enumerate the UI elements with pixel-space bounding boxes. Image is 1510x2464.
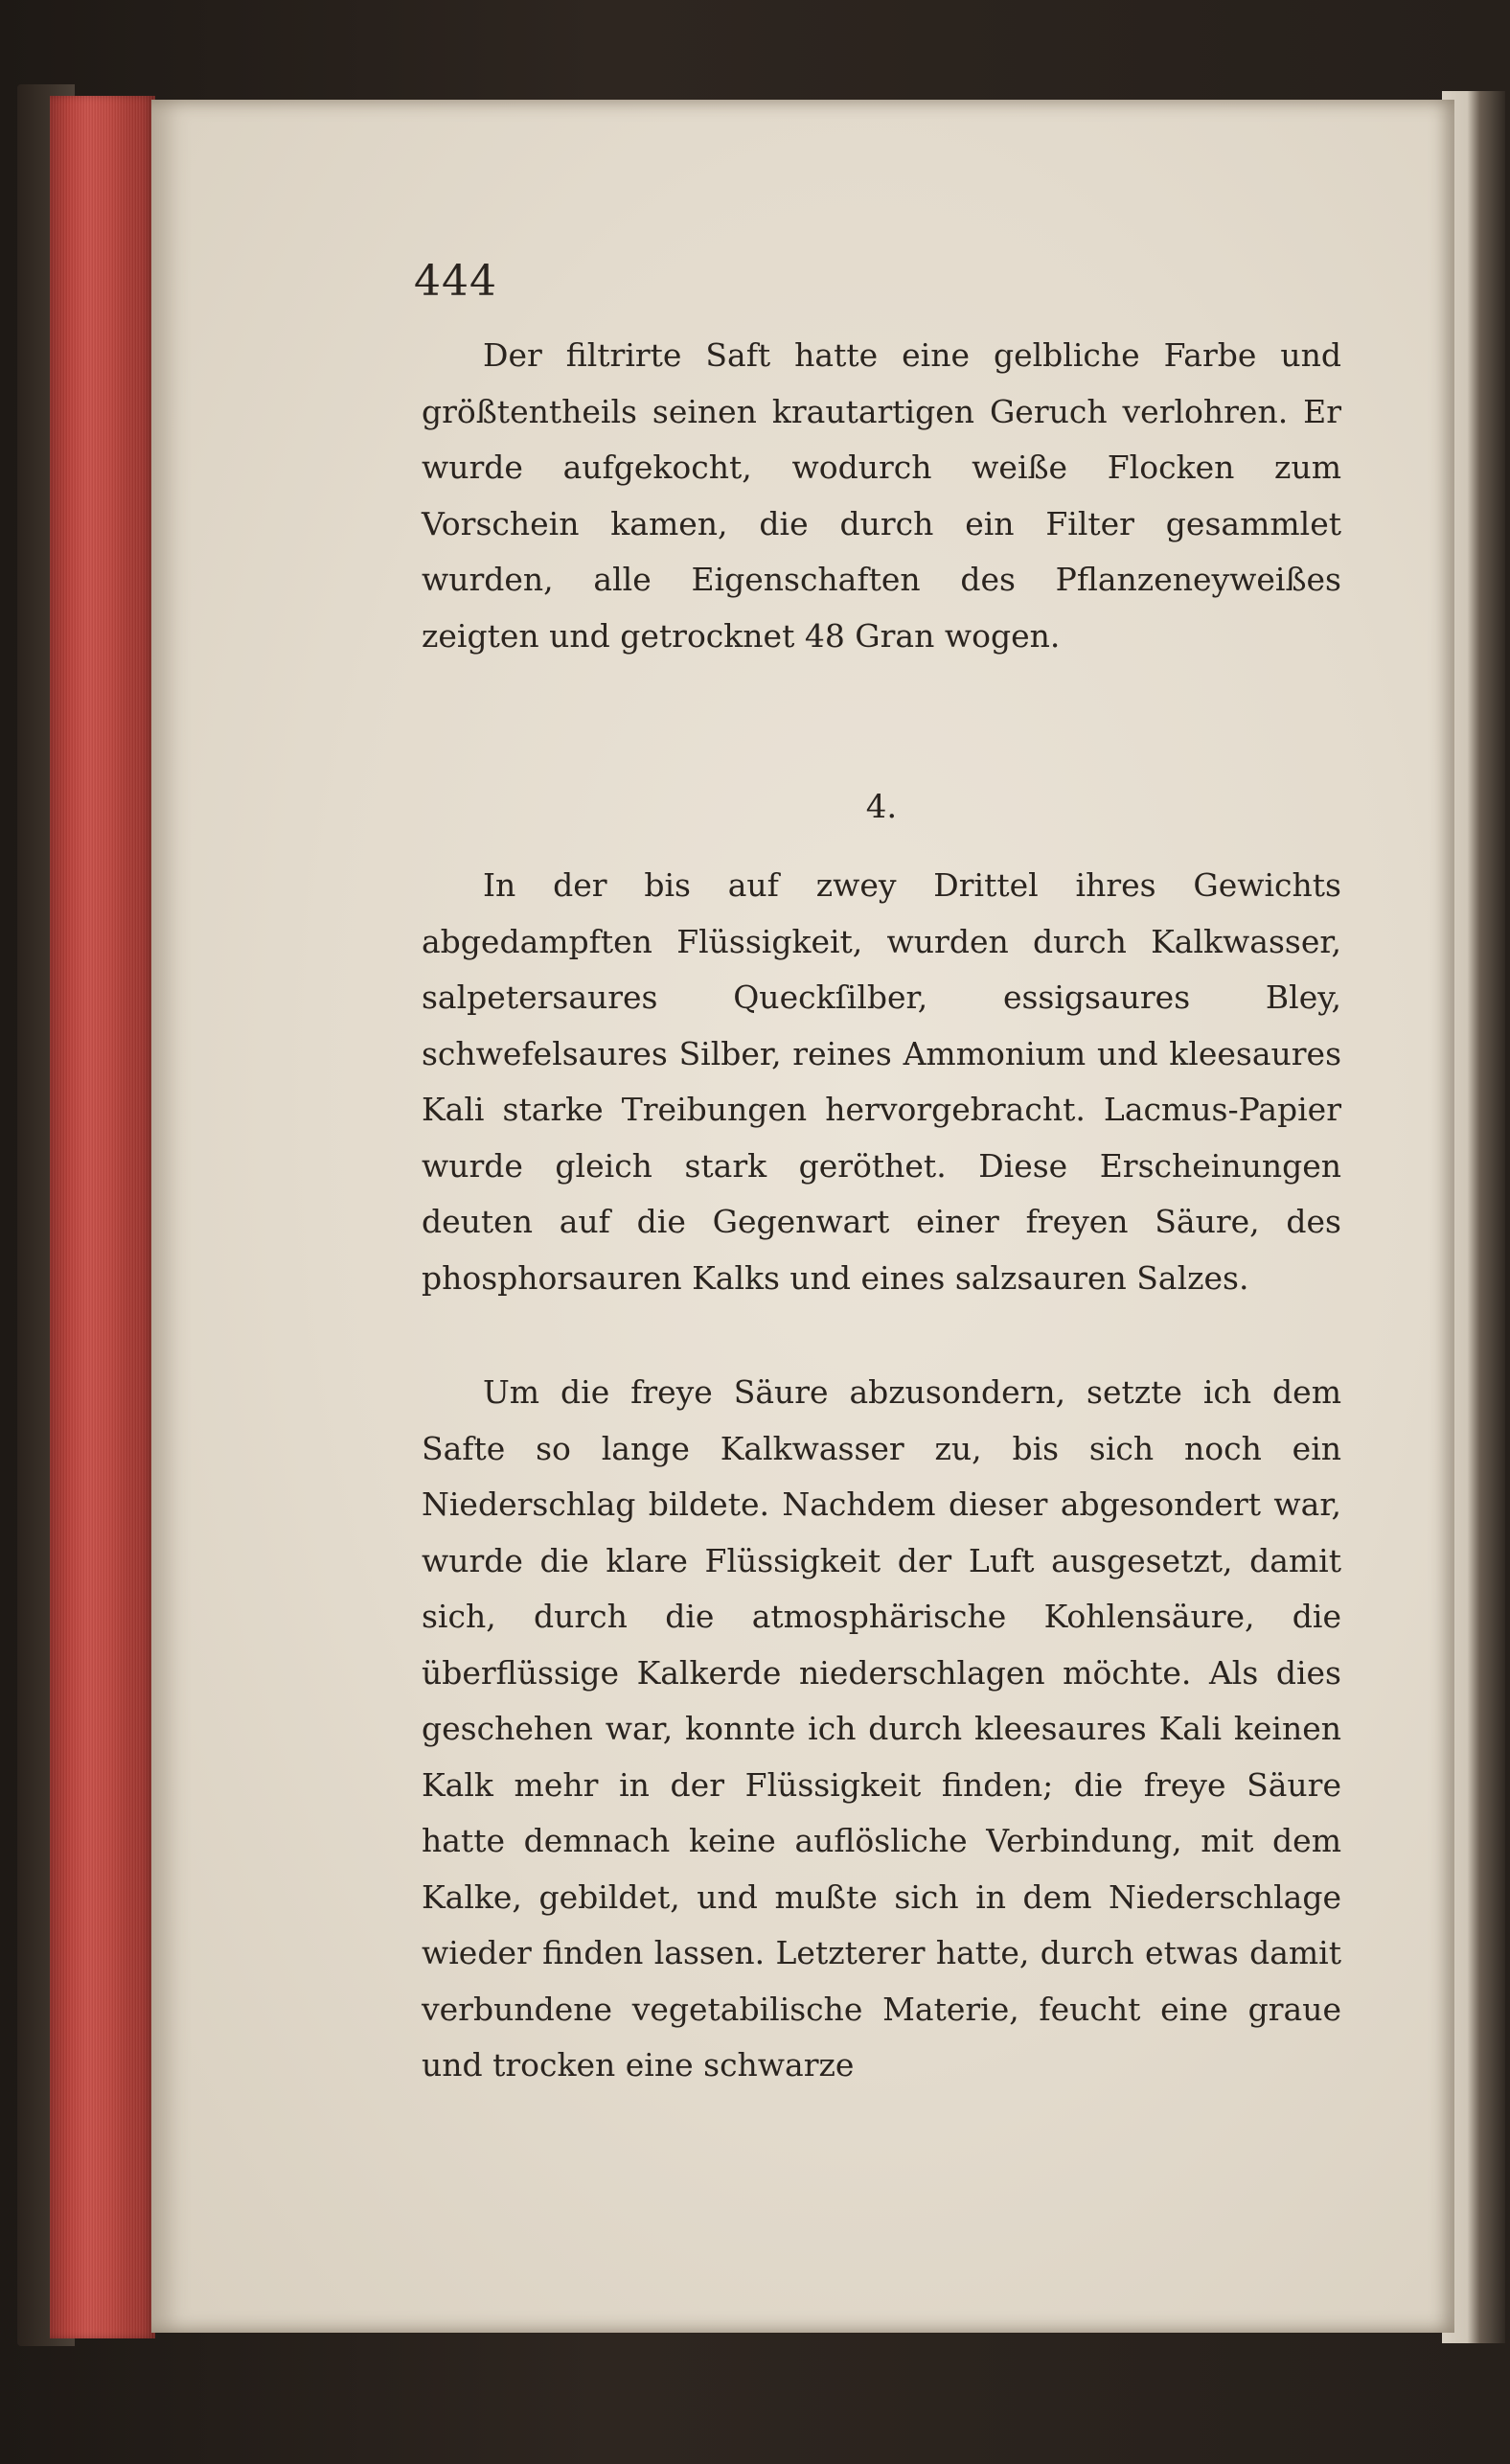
paragraph-1	[422, 328, 1341, 664]
paragraph-2	[422, 858, 1341, 1306]
paragraph-text: In der bis auf zwey Drittel ihres Gewichts abgedampften Flüssigkeit, wurden durch Kalkwasser, salpetersaures Queckſilber, essigsaures Bley, schwefelsaures Silber, reines Ammonium und kleesaures Kali starke Treibungen hervorgebracht. Lacmus-Papier wurde gleich stark geröthet. Diese Erscheinungen deuten auf die Gegenwart einer freyen Säure, des phosphorsauren Kalks und eines salzsauren Salzes.	[422, 866, 1341, 1297]
paragraph-3	[422, 1365, 1341, 2094]
red-page-edges	[50, 96, 155, 2338]
page-number: 444	[414, 257, 497, 306]
paragraph-text: Der filtrirte Saft hatte eine gelbliche Farbe und größtentheils seinen krautartigen Geruch verlohren. Er wurde aufgekocht, wodurch weiße Flocken zum Vorschein kamen, die durch ein Filter gesammlet wurden, alle Eigenschaften des Pflanzeneyweißes zeigten und getrocknet 48 Gran wogen.	[422, 336, 1341, 655]
section-number: 4.	[865, 788, 898, 826]
paragraph-text: Um die freye Säure abzusondern, setzte ich dem Safte so lange Kalkwasser zu, bis sich noch ein Niederschlag bildete. Nachdem dieser abgesondert war, wurde die klare Flüssigkeit der Luft ausgesetzt, damit sich, durch die atmosphärische Kohlensäure, die überflüssige Kalkerde niederschlagen möchte. Als dies geschehen war, konnte ich durch kleesaures Kali keinen Kalk mehr in der Flüssigkeit finden; die freye Säure hatte demnach keine auflösliche Verbindung, mit dem Kalke, gebildet, und mußte sich in dem Niederschlage wieder finden lassen. Letzterer hatte, durch etwas damit verbundene vegetabilische Materie, feucht eine graue und trocken eine schwarze	[422, 1373, 1341, 2084]
